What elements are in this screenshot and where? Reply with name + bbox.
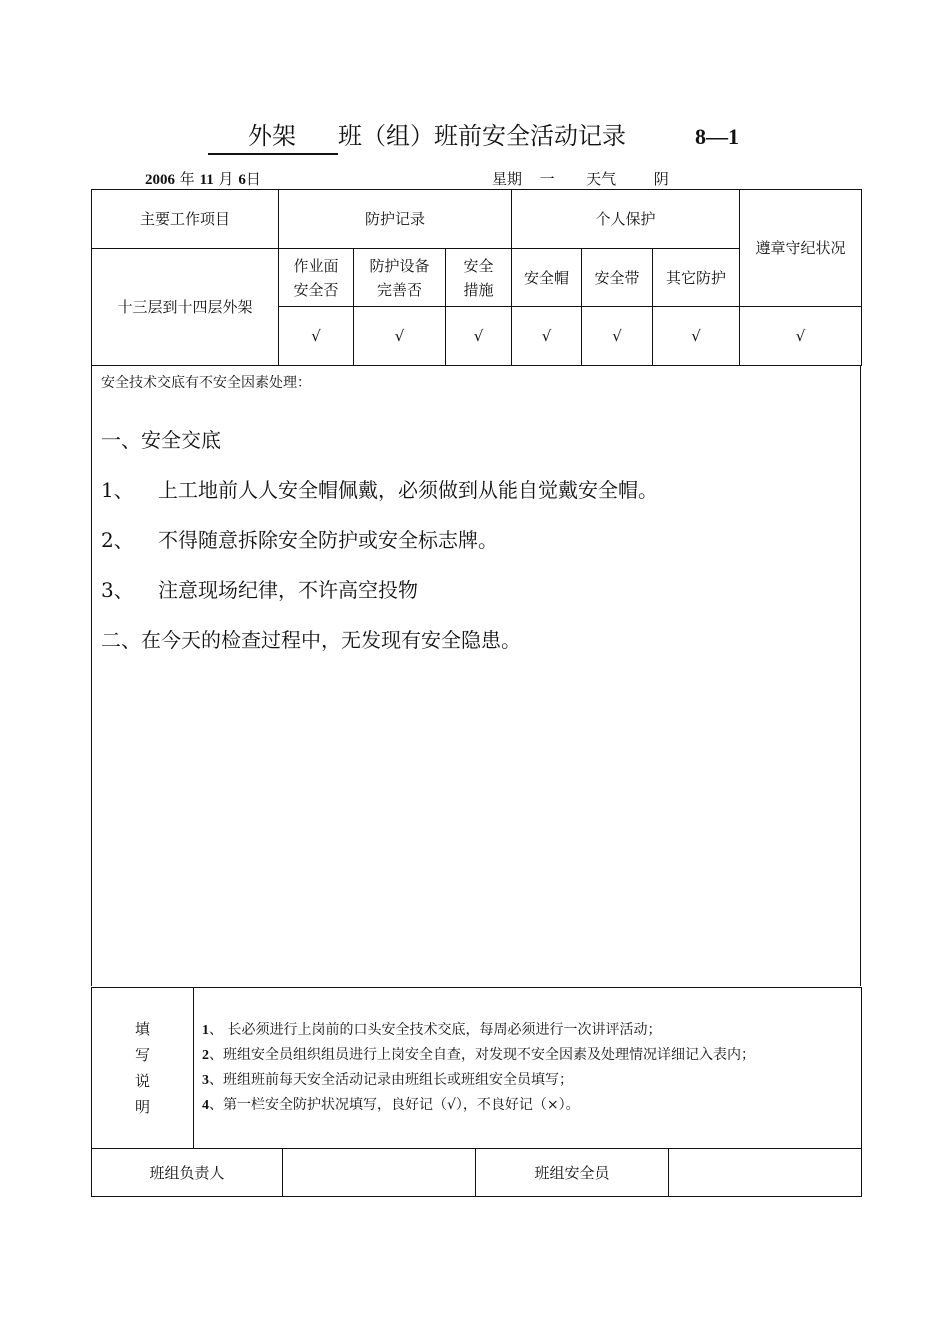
- weekday-label: 星期: [492, 170, 523, 188]
- work-item-cell[interactable]: [92, 249, 279, 366]
- notes-rule-num: 4: [202, 1098, 209, 1113]
- weekday-value: 一: [539, 170, 555, 188]
- briefing-item-num: 1、: [101, 478, 134, 502]
- briefing-intro: 安全技术交底有不安全因素处理：: [101, 375, 311, 391]
- notes-rule-text: 、 长必须进行上岗前的口头安全技术交底，每周必须进行一次讲评活动；: [209, 1022, 662, 1038]
- leader-signature-field[interactable]: [283, 1149, 476, 1197]
- notes-rules: [194, 988, 862, 1149]
- signature-table: [91, 1148, 862, 1197]
- notes-rule-text: 、班组安全员组织组员进行上岗安全自查，对发现不安全因素及处理情况详细记入表内；: [209, 1047, 755, 1063]
- date-month-suffix: 月: [218, 170, 234, 188]
- briefing-section-2: 二、在今天的检查过程中，无发现有安全隐患。: [101, 628, 521, 652]
- measures-line2: 措施: [463, 280, 494, 299]
- briefing-item-text: 注意现场纪律，不许高空投物: [158, 578, 418, 602]
- briefing-item: [101, 474, 658, 503]
- briefing-item: [101, 524, 498, 553]
- notes-label: [92, 988, 194, 1149]
- notes-label-char: 明: [134, 1098, 150, 1116]
- protection-header: 防护记录: [279, 190, 512, 249]
- briefing-item-text: 上工地前人人安全帽佩戴，必须做到从能自觉戴安全帽。: [158, 478, 658, 502]
- check-belt[interactable]: √: [582, 307, 653, 366]
- date-line: [145, 168, 261, 189]
- date-day-suffix: 日: [245, 170, 261, 188]
- other-protection-header: 其它防护: [653, 249, 740, 307]
- check-other[interactable]: √: [653, 307, 740, 366]
- title-unit: 外架: [248, 122, 296, 150]
- notes-rule-num: 3: [202, 1073, 209, 1088]
- notes-rule: [202, 1093, 861, 1118]
- notes-rule: [202, 1068, 861, 1093]
- check-work-surface[interactable]: √: [279, 307, 354, 366]
- briefing-area[interactable]: [91, 366, 861, 986]
- helmet-header: 安全帽: [512, 249, 582, 307]
- weekday-weather-line: [492, 168, 669, 189]
- safety-officer-signature-field[interactable]: [669, 1149, 862, 1197]
- notes-rule-text: 、班组班前每天安全活动记录由班组长或班组安全员填写；: [209, 1072, 573, 1088]
- equipment-line2: 完善否: [376, 280, 422, 299]
- briefing-item-num: 2、: [101, 528, 134, 552]
- page-title: 班（组）班前安全活动记录: [338, 122, 626, 150]
- check-helmet[interactable]: √: [512, 307, 582, 366]
- work-item-text: 十三层到十四层外架: [117, 298, 253, 316]
- weather-value: 阴: [653, 170, 669, 188]
- notes-label-char: 填: [134, 1020, 150, 1038]
- notes-rule-num: 2: [202, 1048, 209, 1063]
- date-month: 11: [199, 172, 214, 188]
- check-equipment[interactable]: √: [354, 307, 446, 366]
- notes-label-char: 说: [134, 1072, 150, 1090]
- work-surface-header: [279, 249, 354, 307]
- belt-header: 安全带: [582, 249, 653, 307]
- briefing-item-text: 不得随意拆除安全防护或安全标志牌。: [158, 528, 498, 552]
- safety-officer-label: 班组安全员: [476, 1149, 669, 1197]
- work-surface-line2: 安全否: [293, 280, 339, 299]
- briefing-section-1: 一、安全交底: [101, 428, 221, 452]
- check-measures[interactable]: √: [446, 307, 512, 366]
- briefing-item: [101, 574, 418, 603]
- work-surface-line1: 作业面: [293, 256, 339, 275]
- leader-label: 班组负责人: [92, 1149, 283, 1197]
- measures-line1: 安全: [463, 256, 494, 275]
- equipment-header: [354, 249, 446, 307]
- personal-header: 个人保护: [512, 190, 740, 249]
- date-year: 2006: [145, 172, 175, 188]
- briefing-item-num: 3、: [101, 578, 134, 602]
- title-unit-underline: [208, 153, 338, 155]
- date-year-suffix: 年: [179, 170, 195, 188]
- form-code: 8—1: [695, 124, 739, 149]
- date-day: 6: [238, 172, 246, 188]
- notes-table: [91, 987, 862, 1149]
- notes-rule: [202, 1043, 861, 1068]
- weather-label: 天气: [586, 170, 617, 188]
- main-work-header: 主要工作项目: [92, 190, 279, 249]
- check-discipline[interactable]: √: [740, 307, 862, 366]
- notes-rule-text: 、第一栏安全防护状况填写，良好记（√），不良好记（×）。: [209, 1097, 580, 1113]
- notes-rule-num: 1: [202, 1023, 209, 1038]
- equipment-line1: 防护设备: [369, 256, 430, 275]
- notes-rule: [202, 1018, 861, 1043]
- discipline-header: 遵章守纪状况: [740, 190, 862, 307]
- measures-header: [446, 249, 512, 307]
- record-table: [91, 189, 862, 366]
- notes-label-char: 写: [134, 1046, 150, 1064]
